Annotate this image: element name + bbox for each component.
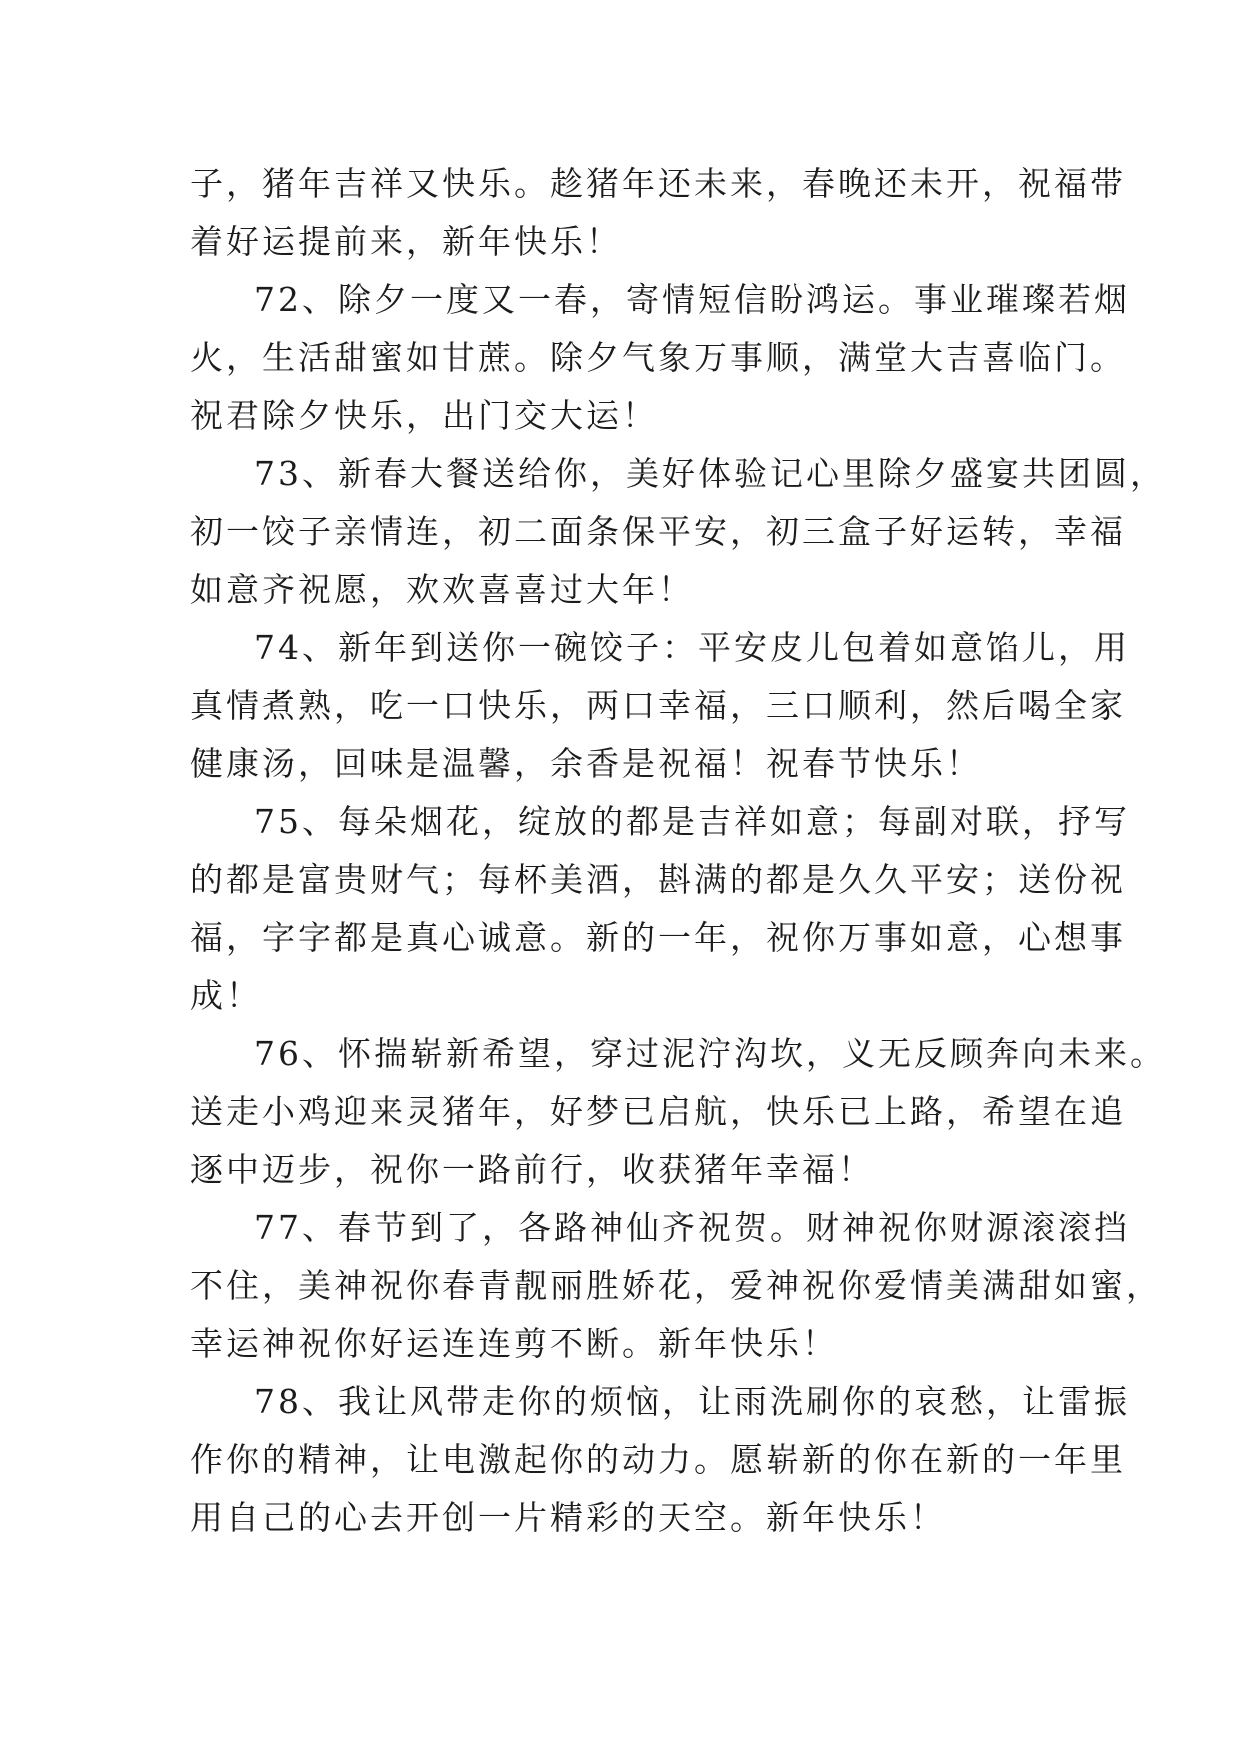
text-line: 77、春节到了，各路神仙齐祝贺。财神祝你财源滚滚挡 (254, 1208, 1130, 1247)
text-line: 如意齐祝愿，欢欢喜喜过大年！ (190, 570, 694, 609)
text-line: 73、新春大餐送给你，美好体验记心里除夕盛宴共团圆， (254, 454, 1166, 493)
text-line: 用自己的心去开创一片精彩的天空。新年快乐！ (190, 1498, 946, 1537)
text-line: 初一饺子亲情连，初二面条保平安，初三盒子好运转，幸福 (190, 512, 1126, 551)
text-line: 72、除夕一度又一春，寄情短信盼鸿运。事业璀璨若烟 (254, 280, 1130, 319)
text-line: 74、新年到送你一碗饺子：平安皮儿包着如意馅儿，用 (254, 628, 1130, 667)
text-line: 真情煮熟，吃一口快乐，两口幸福，三口顺利，然后喝全家 (190, 686, 1126, 725)
text-line: 健康汤，回味是温馨，余香是祝福！祝春节快乐！ (190, 744, 982, 783)
text-line: 幸运神祝你好运连连剪不断。新年快乐！ (190, 1324, 838, 1363)
text-line: 子，猪年吉祥又快乐。趁猪年还未来，春晚还未开，祝福带 (190, 164, 1126, 203)
text-line: 78、我让风带走你的烦恼，让雨洗刷你的哀愁，让雷振 (254, 1382, 1130, 1421)
text-line: 火，生活甜蜜如甘蔗。除夕气象万事顺，满堂大吉喜临门。 (190, 338, 1126, 377)
text-line: 不住，美神祝你春青靓丽胜娇花，爱神祝你爱情美满甜如蜜， (190, 1266, 1162, 1305)
text-line: 送走小鸡迎来灵猪年，好梦已启航，快乐已上路，希望在追 (190, 1092, 1126, 1131)
text-line: 成！ (190, 976, 262, 1015)
text-line: 着好运提前来，新年快乐！ (190, 222, 622, 261)
text-line: 福，字字都是真心诚意。新的一年，祝你万事如意，心想事 (190, 918, 1126, 957)
text-line: 76、怀揣崭新希望，穿过泥泞沟坎，义无反顾奔向未来。 (254, 1034, 1166, 1073)
text-line: 的都是富贵财气；每杯美酒，斟满的都是久久平安；送份祝 (190, 860, 1126, 899)
text-line: 祝君除夕快乐，出门交大运！ (190, 396, 658, 435)
text-line: 作你的精神，让电激起你的动力。愿崭新的你在新的一年里 (190, 1440, 1126, 1479)
text-line: 逐中迈步，祝你一路前行，收获猪年幸福！ (190, 1150, 874, 1189)
text-line: 75、每朵烟花，绽放的都是吉祥如意；每副对联，抒写 (254, 802, 1130, 841)
